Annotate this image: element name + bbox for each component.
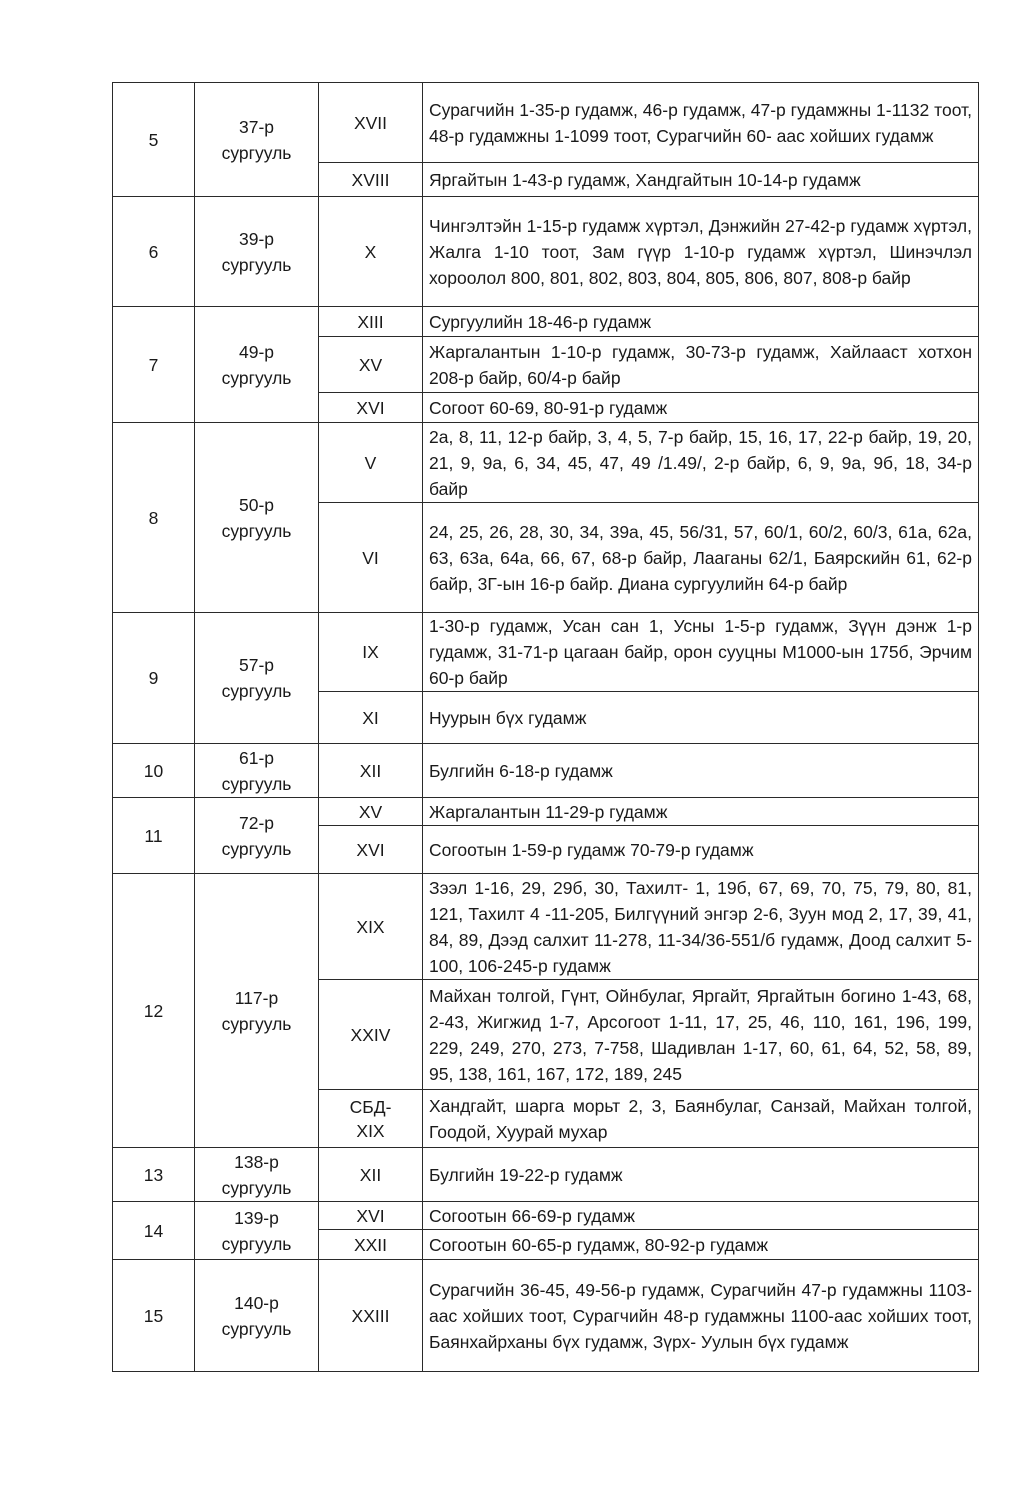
table-row <box>113 1148 979 1202</box>
address-cell: 1-30-р гудамж, Усан сан 1, Усны 1-5-р гудамж, Зүүн дэнж 1-р гудамж, 31-71-р цагаан байр, орон сууцны М1000-ын 175б, Эрчим 60-р байр <box>423 613 979 692</box>
address-cell: Сурагчийн 1-35-р гудамж, 46-р гудамж, 47-р гудамжны 1-1132 тоот, 48-р гудамжны 1-1099 тоот, Сурагчийн 60- аас хойших гудамж <box>423 83 979 163</box>
school-name: 72-р сургууль <box>195 798 319 874</box>
address-cell: Сурагчийн 36-45, 49-56-р гудамж, Сурагчийн 47-р гудамжны 1103-аас хойших тоот, Сурагчийн 48-р гудамжны 1100-аас хойших тоот, Баянхайрханы бүх гудамж, Зүрх- Уулын бүх гудамж <box>423 1260 979 1372</box>
address-cell: Булгийн 6-18-р гудамж <box>423 744 979 798</box>
address-cell: Булгийн 19-22-р гудамж <box>423 1148 979 1202</box>
school-name: 61-р сургууль <box>195 744 319 798</box>
table-row <box>113 307 979 337</box>
row-number: 14 <box>113 1202 195 1260</box>
row-number: 5 <box>113 83 195 197</box>
row-number: 10 <box>113 744 195 798</box>
table-row <box>113 798 979 826</box>
khoroo-number: XV <box>319 798 423 826</box>
address-cell: 24, 25, 26, 28, 30, 34, 39а, 45, 56/31, 57, 60/1, 60/2, 60/3, 61а, 62а, 63, 63а, 64а, 66, 67, 68-р байр, Лааганы 62/1, Баярскийн 61, 62-р байр, 3Г-ын 16-р байр. Диана сургуулийн 64-р байр <box>423 503 979 613</box>
school-name: 140-р сургууль <box>195 1260 319 1372</box>
khoroo-number: VI <box>319 503 423 613</box>
khoroo-number: V <box>319 423 423 503</box>
school-name: 50-р сургууль <box>195 423 319 613</box>
row-number: 9 <box>113 613 195 744</box>
address-cell: Согоотын 60-65-р гудамж, 80-92-р гудамж <box>423 1230 979 1260</box>
address-cell: Сургуулийн 18-46-р гудамж <box>423 307 979 337</box>
table-row <box>113 1202 979 1230</box>
khoroo-number: XXIV <box>319 980 423 1090</box>
khoroo-number: XXIII <box>319 1260 423 1372</box>
row-number: 13 <box>113 1148 195 1202</box>
table-row <box>113 874 979 980</box>
school-district-table <box>112 82 979 1372</box>
khoroo-number: XXII <box>319 1230 423 1260</box>
address-cell: Зээл 1-16, 29, 29б, 30, Тахилт- 1, 19б, 67, 69, 70, 75, 79, 80, 81, 121, Тахилт 4 -11-205, Билгүүний энгэр 2-6, Зуун мод 2, 17, 39, 41, 84, 89, Дээд салхит 11-278, 11-34/36-551/б гудамж, Доод салхит 5-100, 106-245-р гудамж <box>423 874 979 980</box>
khoroo-number: X <box>319 197 423 307</box>
khoroo-number: XIX <box>319 874 423 980</box>
khoroo-number: XVIII <box>319 163 423 197</box>
row-number: 15 <box>113 1260 195 1372</box>
khoroo-number: СБД- XIX <box>319 1090 423 1148</box>
table-body <box>113 83 979 1372</box>
khoroo-number: XII <box>319 744 423 798</box>
row-number: 6 <box>113 197 195 307</box>
school-name: 117-р сургууль <box>195 874 319 1148</box>
khoroo-number: XII <box>319 1148 423 1202</box>
address-cell: Яргайтын 1-43-р гудамж, Хандгайтын 10-14-р гудамж <box>423 163 979 197</box>
address-cell: Нуурын бүх гудамж <box>423 692 979 744</box>
khoroo-number: XV <box>319 337 423 393</box>
address-cell: 2а, 8, 11, 12-р байр, 3, 4, 5, 7-р байр, 15, 16, 17, 22-р байр, 19, 20, 21, 9, 9а, 6, 34, 45, 47, 49 /1.49/, 2-р байр, 6, 9, 9а, 9б, 18, 34-р байр <box>423 423 979 503</box>
table-row <box>113 423 979 503</box>
khoroo-number: XIII <box>319 307 423 337</box>
school-name: 37-р сургууль <box>195 83 319 197</box>
table-row <box>113 83 979 163</box>
khoroo-number: XVII <box>319 83 423 163</box>
khoroo-number: XVI <box>319 393 423 423</box>
khoroo-number: XVI <box>319 826 423 874</box>
row-number: 11 <box>113 798 195 874</box>
school-name: 57-р сургууль <box>195 613 319 744</box>
address-cell: Согоот 60-69, 80-91-р гудамж <box>423 393 979 423</box>
table-row <box>113 613 979 692</box>
row-number: 8 <box>113 423 195 613</box>
address-cell: Согоотын 1-59-р гудамж 70-79-р гудамж <box>423 826 979 874</box>
address-cell: Жаргалантын 11-29-р гудамж <box>423 798 979 826</box>
address-cell: Жаргалантын 1-10-р гудамж, 30-73-р гудамж, Хайлааст хотхон 208-р байр, 60/4-р байр <box>423 337 979 393</box>
table-row <box>113 1260 979 1372</box>
address-cell: Согоотын 66-69-р гудамж <box>423 1202 979 1230</box>
school-name: 49-р сургууль <box>195 307 319 423</box>
address-cell: Майхан толгой, Гүнт, Ойнбулаг, Яргайт, Яргайтын богино 1-43, 68, 2-43, Жигжид 1-7, Арсогоот 1-11, 17, 25, 46, 110, 161, 196, 199, 229, 249, 270, 273, 7-758, Шадивлан 1-17, 60, 61, 64, 52, 58, 89, 95, 138, 161, 167, 172, 189, 245 <box>423 980 979 1090</box>
table-row <box>113 744 979 798</box>
row-number: 12 <box>113 874 195 1148</box>
school-name: 139-р сургууль <box>195 1202 319 1260</box>
school-name: 39-р сургууль <box>195 197 319 307</box>
table-row <box>113 197 979 307</box>
khoroo-number: XVI <box>319 1202 423 1230</box>
row-number: 7 <box>113 307 195 423</box>
address-cell: Хандгайт, шарга морьт 2, 3, Баянбулаг, Санзай, Майхан толгой, Гоодой, Хуурай мухар <box>423 1090 979 1148</box>
school-name: 138-р сургууль <box>195 1148 319 1202</box>
khoroo-number: XI <box>319 692 423 744</box>
khoroo-number: IX <box>319 613 423 692</box>
address-cell: Чингэлтэйн 1-15-р гудамж хүртэл, Дэнжийн 27-42-р гудамж хүртэл, Жалга 1-10 тоот, Зам гүүр 1-10-р гудамж хүртэл, Шинэчлэл хороолол 800, 801, 802, 803, 804, 805, 806, 807, 808-р байр <box>423 197 979 307</box>
